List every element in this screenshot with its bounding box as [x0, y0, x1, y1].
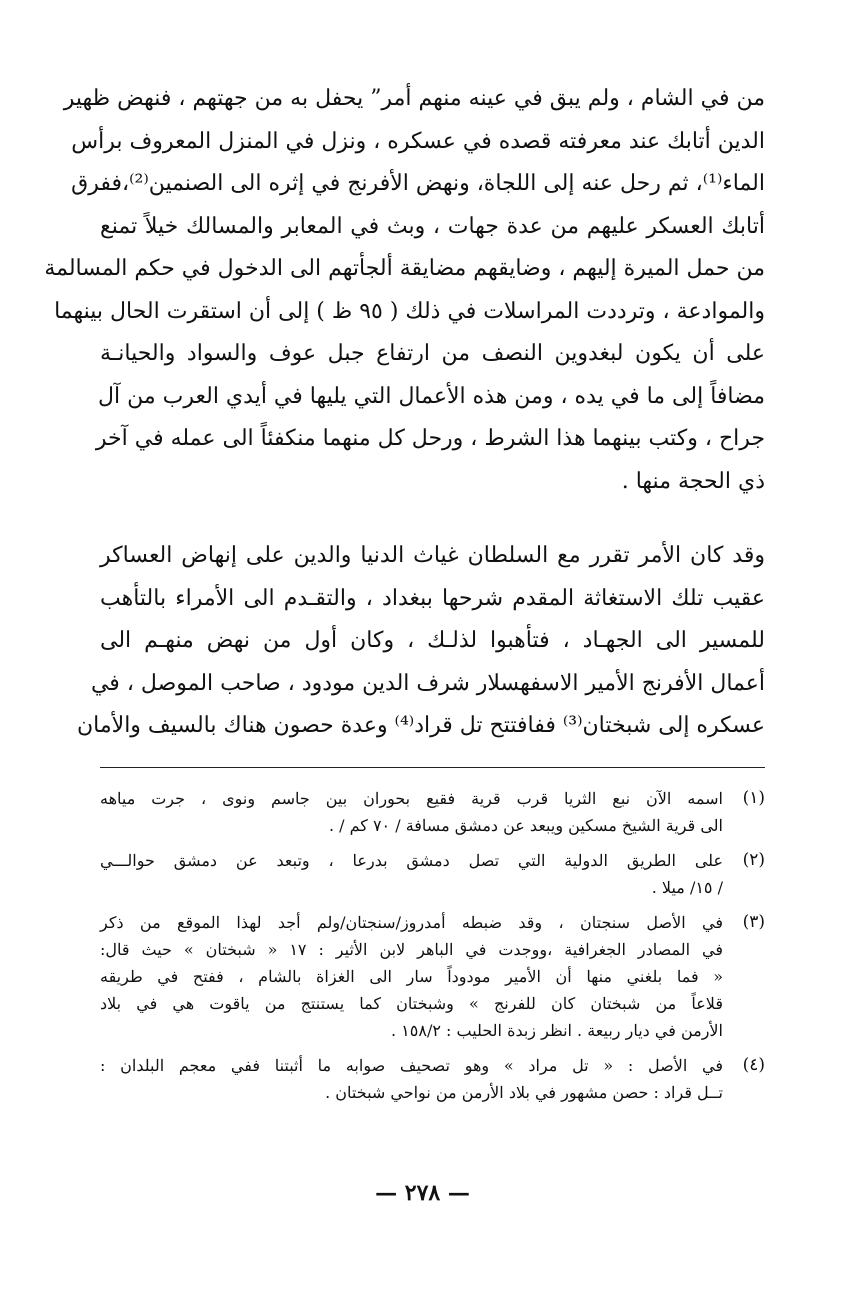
text-line: جراح ، وكتب بينهما هذا الشرط ، ورحل كل منهما منكفئاً الى عمله في آخر: [95, 426, 765, 451]
text-line: للمسير الى الجهـاد ، فتأهبوا لذلـك ، وكان أول من نهض منهـم الى: [100, 628, 765, 653]
text-line: والموادعة ، وترددت المراسلات في ذلك ( ٩٥ ظ ) إلى أن استقرت الحال بينهما: [54, 298, 765, 324]
footnote: [100, 1052, 765, 1106]
main-text: [44, 78, 765, 748]
footnotes: [100, 785, 765, 1114]
footnote-number: (١): [742, 788, 765, 808]
footnote-body: [100, 847, 723, 901]
footnote-body: [100, 909, 723, 1044]
footnote-number: (٤): [742, 1055, 765, 1075]
text-line: من في الشام ، ولم يبق في عينه منهم أمر” يحفل به من جهتهم ، فنهض ظهير: [63, 86, 765, 111]
text-line: ذي الحجة منها .: [621, 468, 765, 494]
footnote-line: في الأصل : « تل مراد » وهو تصحيف صوابه ما أثبتنا ففي معجم البلدان :: [100, 1056, 723, 1075]
footnote-line: في الأصل سنجتان ، وقد ضبطه أمدروز/سنجتان/ولم أجد لهذا الموقع من ذكر: [100, 913, 723, 932]
footnote-line: الى قرية الشيخ مسكين ويبعد عن دمشق مسافة / ٧٠ كم / .: [328, 816, 723, 835]
text-line: الدين أتابك عند معرفته قصده في عسكره ، ونزل في المنزل المعروف برأس: [71, 128, 765, 154]
footnote-line: الأرمن في ديار ربيعة . انظر زبدة الحليب : ١٥٨/٢ .: [391, 1021, 723, 1040]
text-line: عقيب تلك الاستغاثة المقدم شرحها ببغداد ، والتقـدم الى الأمراء بالتأهب: [100, 585, 765, 611]
footnote-number: (٢): [742, 850, 765, 870]
footnote-line: في المصادر الجغرافية ،ووجدت في الباهر لابن الأثير : ١٧ « شبختان » حيث قال:: [100, 940, 723, 959]
text-line: وقد كان الأمر تقرر مع السلطان غياث الدنيا والدين على إنهاض العساكر: [100, 543, 765, 568]
footnote: [100, 909, 765, 1044]
text-line: أعمال الأفرنج الأمير الاسفهسلار شرف الدين مودود ، صاحب الموصل ، في: [90, 670, 765, 696]
footnote-number: (٣): [742, 912, 765, 932]
text-line: مضافاً إلى ما في يده ، ومن هذه الأعمال التي يليها في أيدي العرب من آل: [98, 383, 765, 409]
text-line: من حمل الميرة إليهم ، وضايقهم مضايقة ألجأتهم الى الدخول في حكم المسالمة: [44, 256, 765, 281]
footnote: [100, 785, 765, 839]
footnote-line: قلاعاً من شبختان كان للفرنج » وشبختان كما يستنتج من ياقوت هي في بلاد: [100, 994, 723, 1013]
footnote-line: اسمه الآن نبع الثريا قرب قرية فقيع بحوران بين جاسم ونوى ، جرت مياهه: [100, 789, 723, 808]
footnote-body: [100, 1052, 723, 1106]
paragraph: [77, 535, 765, 748]
footnote: [100, 847, 765, 901]
footnote-line: تــل قراد : حصن مشهور في بلاد الأرمن من نواحي شبختان .: [325, 1083, 723, 1102]
page-number: — ٢٧٨ —: [375, 1180, 470, 1206]
footnote-line: على الطريق الدولية التي تصل دمشق بدرعا ، وتبعد عن دمشق حوالـــي: [100, 851, 723, 870]
text-line: أتابك العسكر عليهم من عدة جهات ، وبث في المعابر والمسالك خيلاً تمنع: [100, 213, 765, 239]
text-line: عسكره إلى شبختان⁽³⁾ ففافتتح تل قراد⁽⁴⁾ وعدة حصون هناك بالسيف والأمان: [77, 713, 765, 738]
footnote-line: « فما بلغني منها أن الأمير مودوداً سار الى الغزاة بالشام ، ففتح في طريقه: [100, 967, 723, 986]
footnote-body: [100, 785, 723, 839]
footnote-line: / ١٥/ ميلا .: [651, 878, 723, 897]
footnote-divider: [100, 767, 765, 768]
text-line: على أن يكون لبغدوين النصف من ارتفاع جبل عوف والسواد والحيانـة: [100, 341, 765, 366]
text-line: الماء⁽¹⁾، ثم رحل عنه إلى اللجاة، ونهض الأفرنج في إثره الى الصنمين⁽²⁾،ففرق: [71, 171, 765, 196]
